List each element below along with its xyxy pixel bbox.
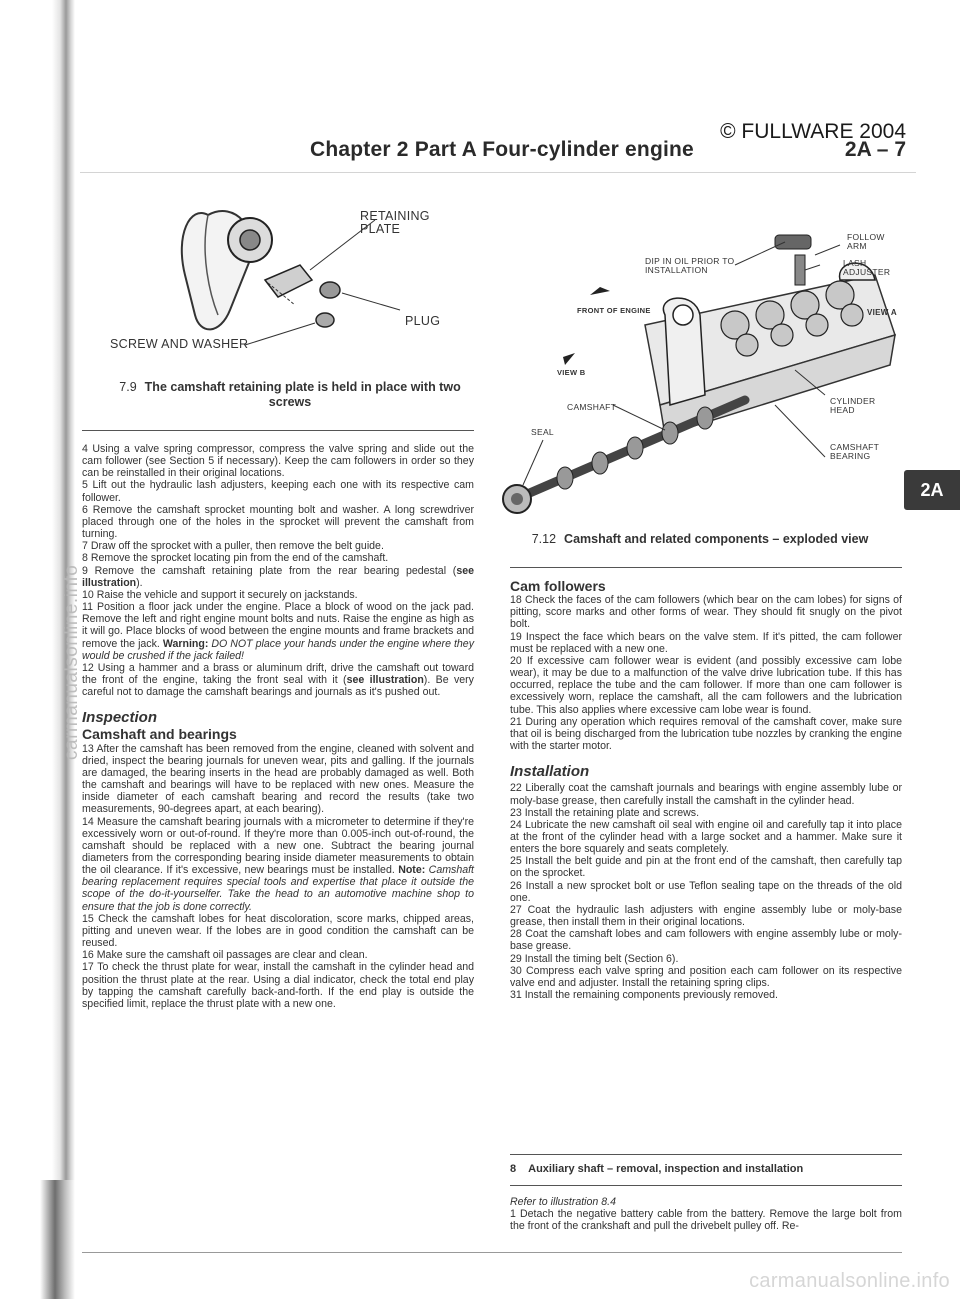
paragraph-28: 28 Coat the camshaft lobes and cam followers with engine assembly lube or moly-base grease. <box>510 928 902 953</box>
p14-note-text: Camshaft bearing replacement requires special tools and expertise that place it outside the scope of the do-it-yourselfer. Take the head to an automotive machine shop to ensure that the job is done correctly. <box>82 864 474 913</box>
right-column <box>510 578 902 1001</box>
bottom-watermark: carmanualsonline.info <box>749 1270 950 1292</box>
p9-text: 9 Remove the camshaft retaining plate from the rear bearing pedestal ( <box>82 564 457 577</box>
paragraph-29: 29 Install the timing belt (Section 6). <box>510 952 679 965</box>
p14-note-label: Note: <box>398 864 426 877</box>
paragraph-7: 7 Draw off the sprocket with a puller, then remove the belt guide. <box>82 540 384 553</box>
p12-end: ). Be very careful not to damage the camshaft bearings and journals as it's pushed out. <box>82 673 474 699</box>
label-retaining-plate: RETAINING PLATE <box>360 209 430 236</box>
paragraph-22: 22 Liberally coat the camshaft journals and bearings with engine assembly lube or moly-base grease, then carefully install the camshaft in the cylinder head. <box>510 782 902 807</box>
paragraph-10: 10 Raise the vehicle and support it securely on jackstands. <box>82 588 358 601</box>
label-lash-adjuster: LASH ADJUSTER <box>843 258 891 277</box>
paragraph-25: 25 Install the belt guide and pin at the front end of the camshaft, then carefully tap on the sprocket. <box>510 855 902 880</box>
paragraph-24: 24 Lubricate the new camshaft oil seal with engine oil and carefully tap it into place at the front of the cylinder head with a large socket and a hammer. Make sure it enters the bore squarely and seats completely. <box>510 818 902 856</box>
figure-caption-text: Camshaft and related components – exploded view <box>564 532 869 546</box>
refer-illustration: Refer to illustration 8.4 <box>510 1196 616 1208</box>
paragraph-16: 16 Make sure the camshaft oil passages are clear and clean. <box>82 949 368 962</box>
paragraph-12 <box>82 662 474 698</box>
section-8-number: 8 <box>510 1163 517 1175</box>
section-tab-2a: 2A <box>904 470 960 510</box>
label-plug: PLUG <box>405 314 441 328</box>
page-spine-shadow-bottom <box>0 1180 75 1299</box>
page-header <box>310 138 906 166</box>
p11-text: 11 Position a floor jack under the engine. Place a block of wood on the jack pad. Remove the left and right engine mount bolts and nuts. Raise the engine as high as it will go. Place blocks of wood between the engine mounts and frame brackets and remove the jack. <box>82 601 474 650</box>
paragraph-26: 26 Install a new sprocket bolt or use Teflon sealing tape on the threads of the old one. <box>510 879 902 904</box>
p12-text: 12 Using a hammer and a brass or aluminum drift, drive the camshaft out toward the front of the engine, taking the front seal with it ( <box>82 661 474 686</box>
section-8-body <box>510 1196 902 1232</box>
paragraph-17: 17 To check the thrust plate for wear, install the camshaft in the cylinder head and position the thrust plate at the rear. Using a dial indicator, check the total end play by tapping the camshaft carefully back-and-forth. If the end play is outside the specified limit, replace the thrust plate with a new one. <box>82 961 474 1010</box>
p12-see-illustration: see illustration <box>346 673 424 686</box>
paragraph-20: 20 If excessive cam follower wear is evident (and possibly excessive cam lobe wear), it may be due to a malfunction of the valve drive lubrication tube. If this has occurred, replace the tube and the cam follower. If more than one cam follower is excessively worn, replace the camshaft, all the cam followers and the lubrication tube. This also applies where excessive cam lobe wear is found. <box>510 654 902 716</box>
label-seal: SEAL <box>531 427 554 437</box>
paragraph-11 <box>82 601 474 662</box>
paragraph-8: 8 Remove the sprocket locating pin from the end of the camshaft. <box>82 552 389 565</box>
figure-rule-left <box>82 430 474 431</box>
p11-warning-text: DO NOT place your hands under the engine where they would be crushed if the jack failed! <box>82 637 474 662</box>
p9-end: ). <box>136 576 143 589</box>
heading-installation: Installation <box>510 763 590 781</box>
paragraph-1: 1 Detach the negative battery cable from the battery. Remove the large bolt from the front of the crankshaft and pull the drivebelt pulley off. Re- <box>510 1208 902 1233</box>
left-column <box>82 443 474 1010</box>
heading-cam-followers: Cam followers <box>510 578 606 594</box>
paragraph-5: 5 Lift out the hydraulic lash adjusters, keeping each one with its respective cam follower. <box>82 479 474 504</box>
section-8-rule-bottom <box>510 1185 902 1186</box>
page-number: 2A – 7 <box>844 138 906 161</box>
label-camshaft-bearing: CAMSHAFT BEARING <box>830 442 879 461</box>
p9-see-illustration: see illustration <box>82 564 474 589</box>
paragraph-27: 27 Coat the hydraulic lash adjusters with engine assembly lube or moly-base grease, then install them in their original locations. <box>510 903 902 929</box>
figure-number: 7.12 <box>531 532 557 546</box>
label-camshaft: CAMSHAFT <box>567 402 617 412</box>
label-front-engine: FRONT OF ENGINE <box>577 306 651 315</box>
p14-text: 14 Measure the camshaft bearing journals with a micrometer to determine if they're excessively worn or out-of-round. If they're more than 0.005-inch out-of-round, the camshaft should be replaced with a new one. Subtract the bearing journal diameters from the corresponding bearing inside diameter measurements to obtain the oil clearance. If it's excessive, new bearings must be installed. <box>82 815 474 877</box>
paragraph-30: 30 Compress each valve spring and position each cam follower on its respective valve end and adjuster. Install the retaining spring clips. <box>510 964 902 989</box>
p11-warning-label: Warning: <box>162 637 209 650</box>
label-view-b: VIEW B <box>557 368 586 377</box>
paragraph-31: 31 Install the remaining components previously removed. <box>510 989 778 1001</box>
label-dip-oil: DIP IN OIL PRIOR TO INSTALLATION <box>645 256 735 275</box>
paragraph-23: 23 Install the retaining plate and screws. <box>510 806 700 819</box>
side-watermark: carmanualsonline.info <box>61 564 82 760</box>
figure-number: 7.9 <box>119 380 137 394</box>
figure-caption <box>495 532 905 547</box>
header-rule <box>80 172 916 173</box>
paragraph-19: 19 Inspect the face which bears on the valve stem. If it's pitted, the cam follower must be replaced with a new one. <box>510 630 902 655</box>
label-cylinder-head: CYLINDER HEAD <box>830 396 876 415</box>
section-8-title: Auxiliary shaft – removal, inspection and installation <box>528 1163 804 1175</box>
section-8-rule-top <box>510 1154 902 1155</box>
figure-rule-right <box>510 567 902 568</box>
figure-caption <box>100 380 480 410</box>
label-view-a: VIEW A <box>867 308 897 317</box>
copyright-notice: © FULLWARE 2004 <box>720 120 906 143</box>
label-screw-washer: SCREW AND WASHER <box>110 337 249 351</box>
camshaft-exploded-illustration <box>495 195 905 525</box>
page-bottom-rule <box>82 1252 902 1253</box>
paragraph-4: 4 Using a valve spring compressor, compress the valve spring and slide out the cam follower (see Section 5 if necessary). Keep the cam followers in order so they can be reinstalled in their original locations. <box>82 443 474 480</box>
heading-inspection: Inspection <box>82 709 158 727</box>
figure-7-12 <box>495 195 905 555</box>
paragraph-21: 21 During any operation which requires removal of the camshaft cover, make sure that oil is being discharged from the lubrication tube nozzles by cranking the engine with the starter motor. <box>510 715 902 753</box>
paragraph-15: 15 Check the camshaft lobes for heat discoloration, score marks, chipped areas, pitting and uneven wear. If the lobes are in good condition the camshaft can be reused. <box>82 912 474 950</box>
heading-camshaft-bearings: Camshaft and bearings <box>82 726 237 743</box>
section-8-heading <box>510 1163 803 1175</box>
figure-7-9 <box>100 185 480 425</box>
chapter-title: Chapter 2 Part A Four-cylinder engine <box>310 138 694 161</box>
paragraph-13: 13 After the camshaft has been removed from the engine, cleaned with solvent and dried, inspect the bearing journals for uneven wear, pits and galling. If the journals are damaged, the bearing inserts in the head are probably damaged as well. Both the camshaft and bearings will have to be replaced with new ones. Measure the inside diameter of each camshaft bearing and record the results (take two measurements, 90-degrees apart, at each bearing). <box>82 742 474 816</box>
paragraph-6: 6 Remove the camshaft sprocket mounting bolt and washer. A long screwdriver placed through one of the holes in the sprocket will prevent the camshaft from turning. <box>82 503 474 541</box>
figure-caption-text: The camshaft retaining plate is held in place with two screws <box>144 380 461 409</box>
label-follow-arm: FOLLOW ARM <box>847 232 885 251</box>
paragraph-9 <box>82 565 474 589</box>
paragraph-18: 18 Check the faces of the cam followers (which bear on the cam lobes) for signs of pitting, score marks and other forms of wear. They should fit snugly on the pivot bolt. <box>510 594 902 631</box>
paragraph-14 <box>82 816 474 913</box>
